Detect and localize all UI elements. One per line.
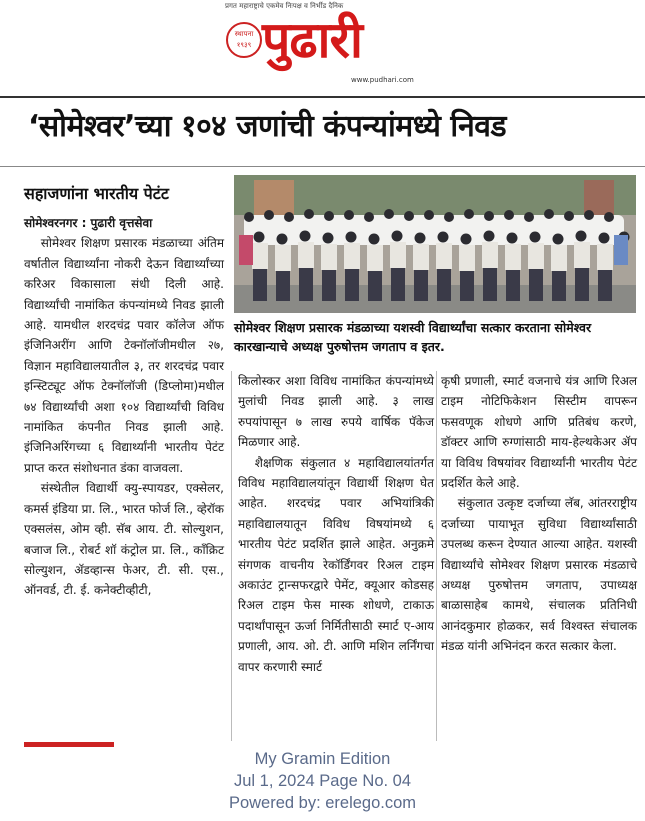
photo-caption: सोमेश्वर शिक्षण प्रसारक मंडळाच्या यशस्वी विद्यार्थ्यांचा सत्कार करताना सोमेश्वर कारखान्याचे अध्यक्ष पुरुषोत्तम जगताप व इतर. [234,320,592,354]
red-accent-bar [24,742,114,747]
article-column-2 [238,371,434,677]
article-dateline: सोमेश्वरनगर : पुढारी वृत्तसेवा [24,216,153,230]
masthead-tagline: प्रगत महाराष्ट्राचे एकमेव निःपक्ष व निर्भीड दैनिक [225,2,344,10]
article-column-3 [441,371,637,657]
edition-date-page: Jul 1, 2024 Page No. 04 [233,772,412,790]
website-url: www.pudhari.com [351,76,414,84]
article-headline: ‘सोमेश्वर’च्या १०४ जणांची कंपन्यांमध्ये निवड [28,109,507,144]
group-photo [234,175,636,313]
since-seal [226,22,262,58]
article-paragraph: कृषी प्रणाली, स्मार्ट वजनाचे यंत्र आणि रिअल टाइम नोटिफिकेशन सिस्टीम वापरून फसवणूक शोधणे आणि प्रतिबंध करणे, डॉक्टर आणि रुग्णांसाठी माय-हेल्थकेअर ॲप या विविध विषयांवर विद्यार्थ्यांनी भारतीय पेटंट प्रदर्शित केले आहे. [441,374,637,491]
article-subhead: सहाजणांना भारतीय पेटंट [24,184,169,203]
article-paragraph: शैक्षणिक संकुलात ४ महाविद्यालयांतर्गत विविध महाविद्यालयांतून विद्यार्थी शिक्षण घेत आहेत. शरदचंद्र पवार अभियांत्रिकी महाविद्यालयातून विविध विषयांमध्ये ६ भारतीय पेटंट प्रदर्शित झाले आहेत. अनुक्रमे संगणक वाचनीय रेकॉर्डिंगवर रिअल टाइम अकाउंट ट्रान्सफरद्वारे पेमेंट, क्यूआर कोडसह रिअल टाइम फेस मास्क शोधणे, टाकाऊ पदार्थांपासून ऊर्जा निर्मितीसाठी स्मार्ट ए-आय प्रणाली, आय. ओ. टी. आणि मशिन लर्निंगचा वापर करणारी स्मार्ट [238,455,434,674]
article-paragraph: किलोस्कर अशा विविध नामांकित कंपन्यांमध्ये मुलांची निवड झाली आहे. ३ लाख रुपयांपासून ७ लाख रुपये वार्षिक पॅकेज मिळणार आहे. [238,374,434,450]
powered-by-link[interactable]: Powered by: erelego.com [228,794,417,812]
divider-headline [0,166,645,167]
since-year: १९३९ [236,41,252,49]
article-paragraph: संस्थेतील विद्यार्थी क्यु-स्पायडर, एक्सेलर, कमर्स इंडिया प्रा. लि., भारत फोर्ज लि., व्हेरॉक एक्सलंस, ओम व्ही. सॅब आय. टी. सोल्युशन, बजाज लि., रोबर्ट शॉ कंट्रोल प्रा. लि., कॉंक्रिट सोल्युशन, ॲडव्हान्स फेअर, टी. सी. एस., ऑनवर्ड, टी. ई. कनेक्टीव्हीटी, [24,481,224,598]
edition-footer [0,748,645,814]
masthead [0,0,645,92]
since-label: स्थापना [234,30,254,38]
newspaper-logo: पुढारी [262,10,362,69]
column-divider [436,371,437,741]
edition-name: My Gramin Edition [254,750,391,768]
divider-top [0,96,645,98]
article-paragraph: सोमेश्वर शिक्षण प्रसारक मंडळाच्या अंतिम वर्षातील विद्यार्थ्यांना नोकरी देऊन विद्यार्थ्यांच्या करिअर विकासाला संधी दिली आहे. विद्यार्थ्यांची नामांकित कंपन्यांमध्ये निवड झाली आहे. यामधील शरदचंद्र पवार कॉलेज ऑफ इंजिनिअरींग आणि टेक्नॉलॉजीमधील २७, विज्ञान महाविद्यालयातील ३, तर शरदचंद्र पवार इन्स्टिट्यूट ऑफ टेक्नॉलॉजी (डिप्लोमा)मधील ७४ विद्यार्थ्यांची अशा १०४ विद्यार्थ्यांची विविध नामांकित कंपनीत निवड झाली आहे. इंजिनिअरिंगच्या ६ विद्यार्थ्यांनी भारतीय पेटंट प्राप्त करत संशोधनात डंका वाजवला. [24,236,224,475]
article-paragraph: संकुलात उत्कृष्ट दर्जाच्या लॅब, आंतरराष्ट्रीय दर्जाच्या पायाभूत सुविधा विद्यार्थ्यांसाठी उपलब्ध करून देण्यात आल्या आहेत. यशस्वी विद्यार्थ्यांचे सोमेश्वर शिक्षण प्रसारक मंडळाचे अध्यक्ष पुरुषोत्तम जगताप, उपाध्यक्ष बाळासाहेब कामथे, संचालक प्रतिनिधी आनंदकुमार होळकर, सर्व विश्वस्त संचालक मंडळ यांनी अभिनंदन करत सत्कार केला. [441,496,637,654]
column-divider [231,371,232,741]
article-column-1 [24,213,224,601]
